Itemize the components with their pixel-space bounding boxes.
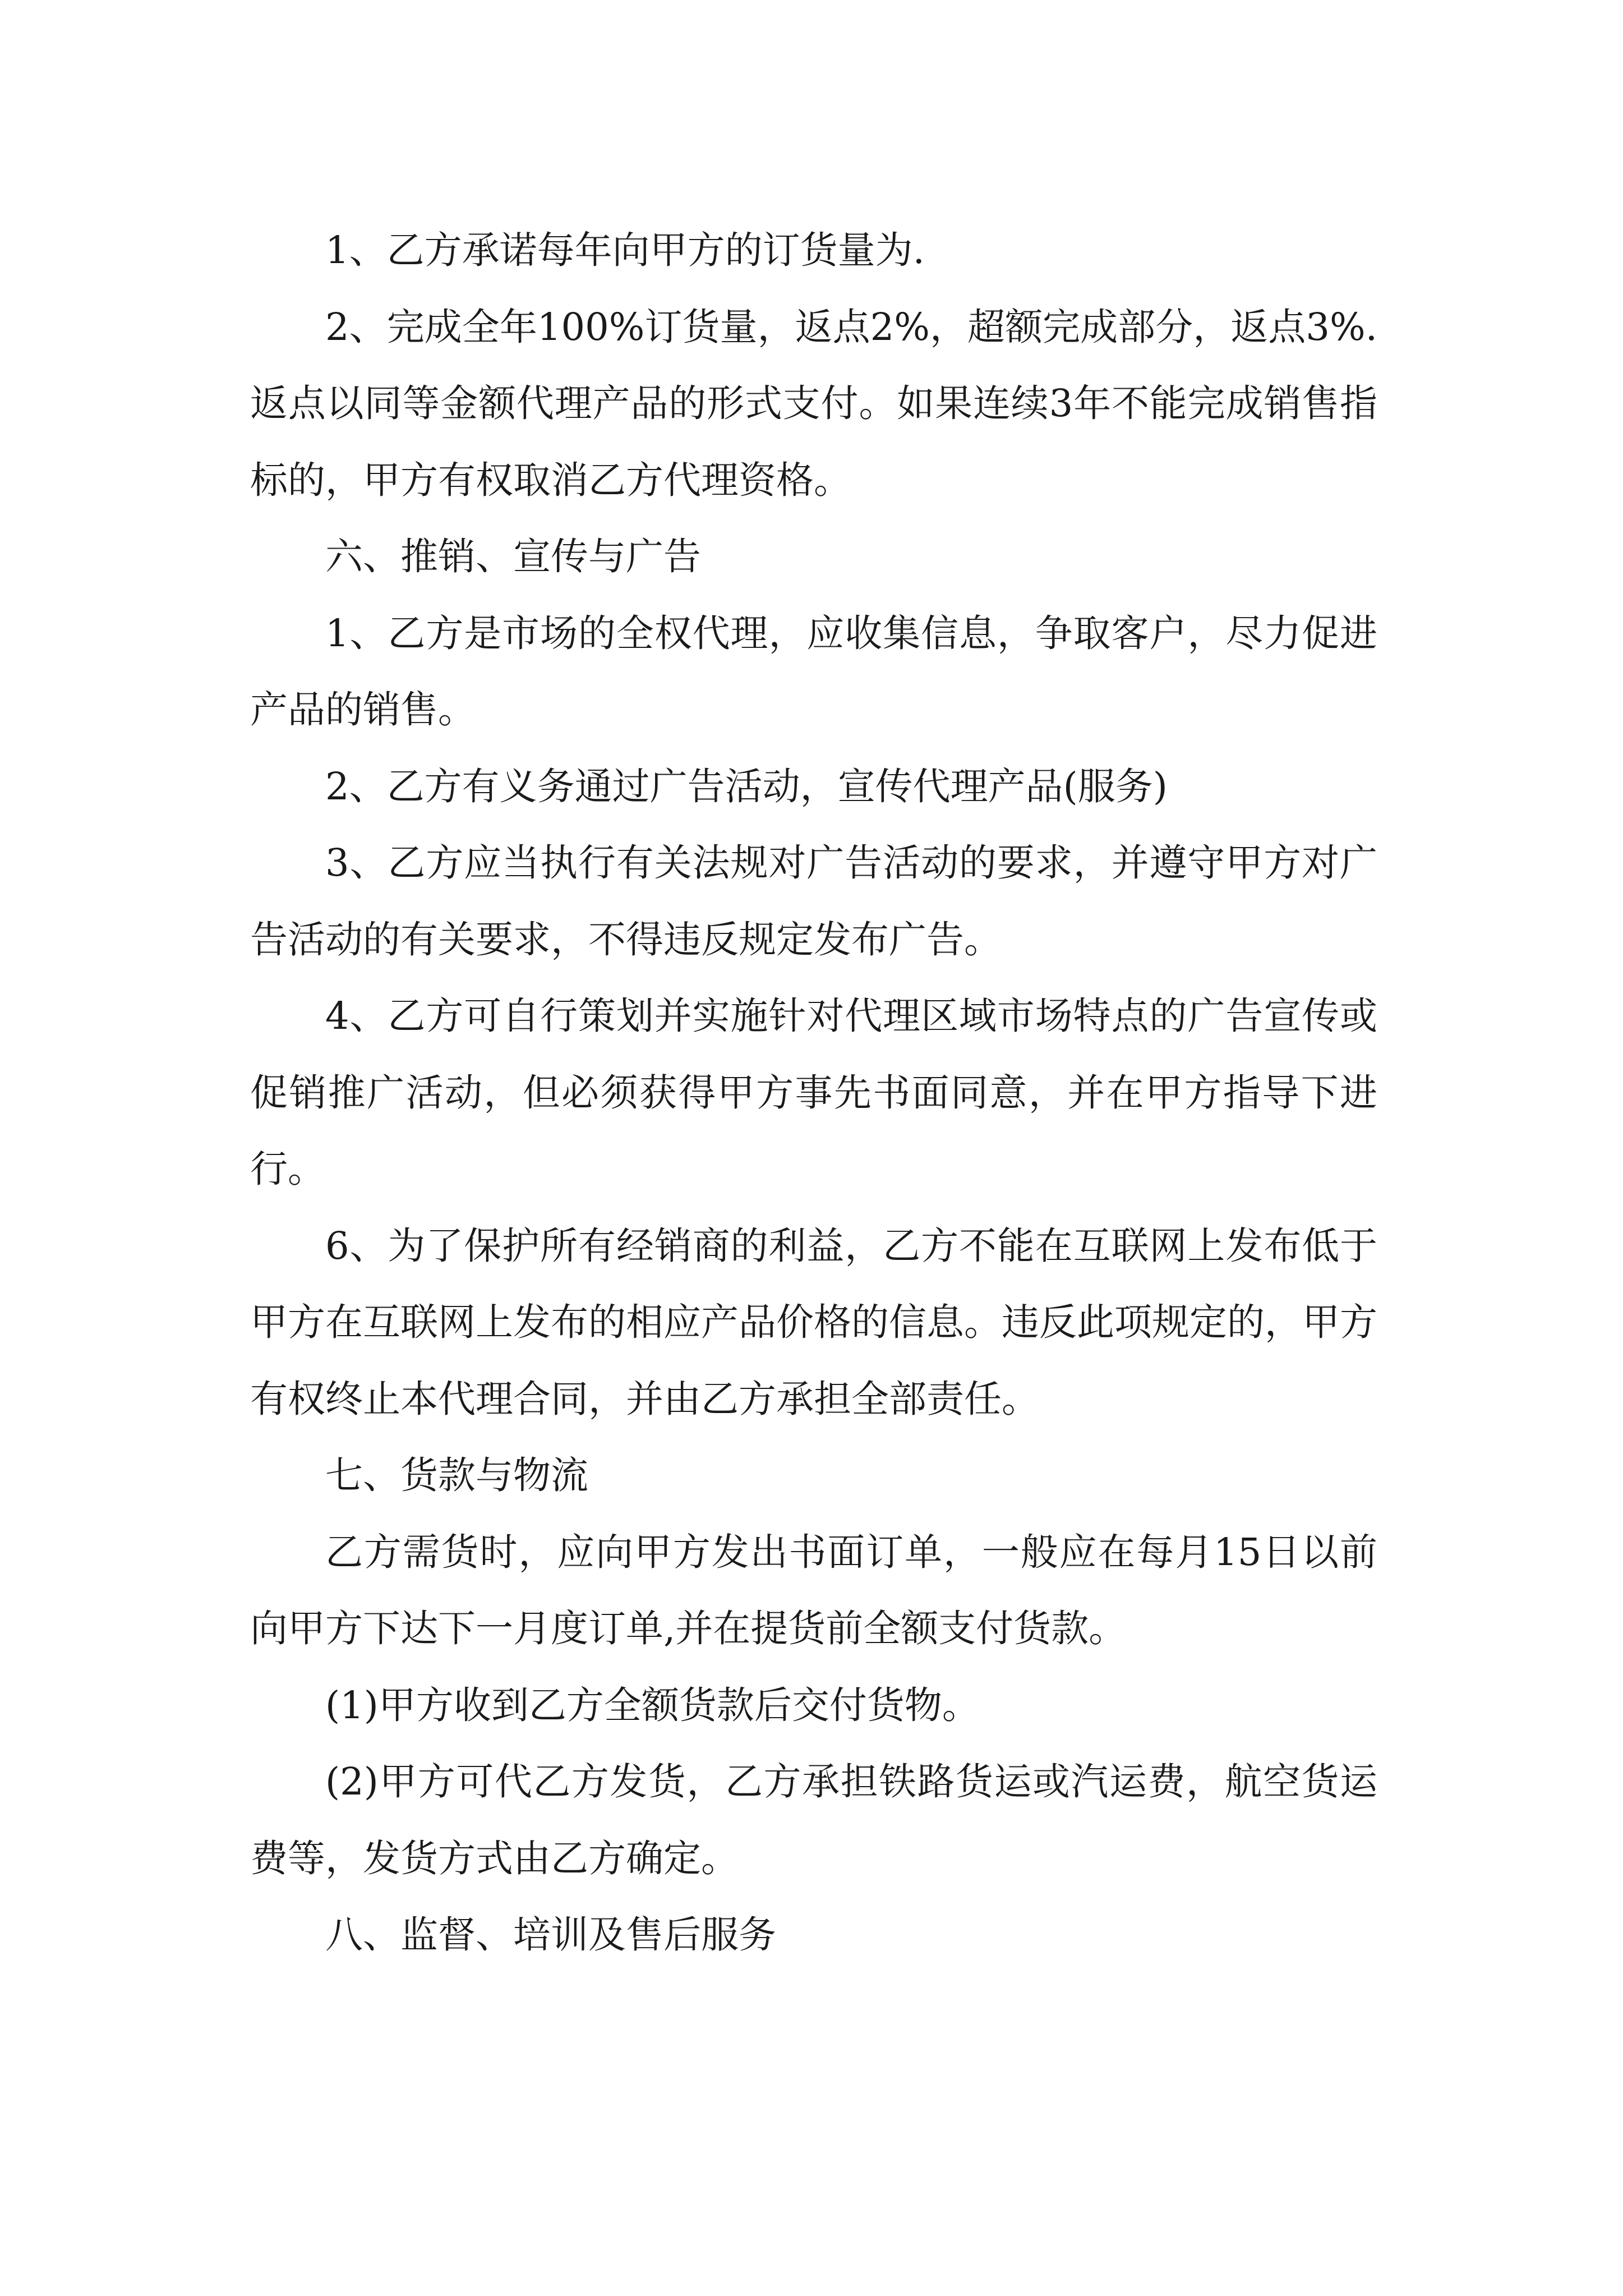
clause-shipping: (2)甲方可代乙方发货，乙方承担铁路货运或汽运费，航空货运费等，发货方式由乙方确定。 [250, 1760, 1377, 1880]
clause-delivery-after-payment: (1)甲方收到乙方全额货款后交付货物。 [325, 1683, 980, 1727]
clause-order-procedure: 乙方需货时，应向甲方发出书面订单，一般应在每月15日以前向甲方下达下一月度订单,并在提货前全额支付货款。 [250, 1530, 1377, 1650]
clause-advertising-duty: 2、乙方有义务通过广告活动，宣传代理产品(服务) [325, 764, 1168, 808]
clause-rebate: 2、完成全年100%订货量，返点2%，超额完成部分，返点3%.返点以同等金额代理产品的形式支付。如果连续3年不能完成销售指标的，甲方有权取消乙方代理资格。 [250, 305, 1377, 502]
clause-order-volume: 1、乙方承诺每年向甲方的订货量为. [325, 228, 925, 272]
document-body [250, 212, 1377, 1973]
section-heading-supervision-training: 八、监督、培训及售后服务 [325, 1913, 776, 1957]
section-heading-payment-logistics: 七、货款与物流 [325, 1453, 588, 1497]
clause-full-agency: 1、乙方是市场的全权代理，应收集信息，争取客户，尽力促进产品的销售。 [250, 611, 1377, 731]
clause-advertising-regulations: 3、乙方应当执行有关法规对广告活动的要求，并遵守甲方对广告活动的有关要求，不得违反规定发布广告。 [250, 841, 1377, 961]
section-heading-promotion: 六、推销、宣传与广告 [325, 535, 701, 578]
clause-self-promotion: 4、乙方可自行策划并实施针对代理区域市场特点的广告宣传或促销推广活动，但必须获得甲方事先书面同意，并在甲方指导下进行。 [250, 994, 1377, 1191]
clause-internet-pricing: 6、为了保护所有经销商的利益，乙方不能在互联网上发布低于甲方在互联网上发布的相应产品价格的信息。违反此项规定的，甲方有权终止本代理合同，并由乙方承担全部责任。 [250, 1223, 1377, 1421]
